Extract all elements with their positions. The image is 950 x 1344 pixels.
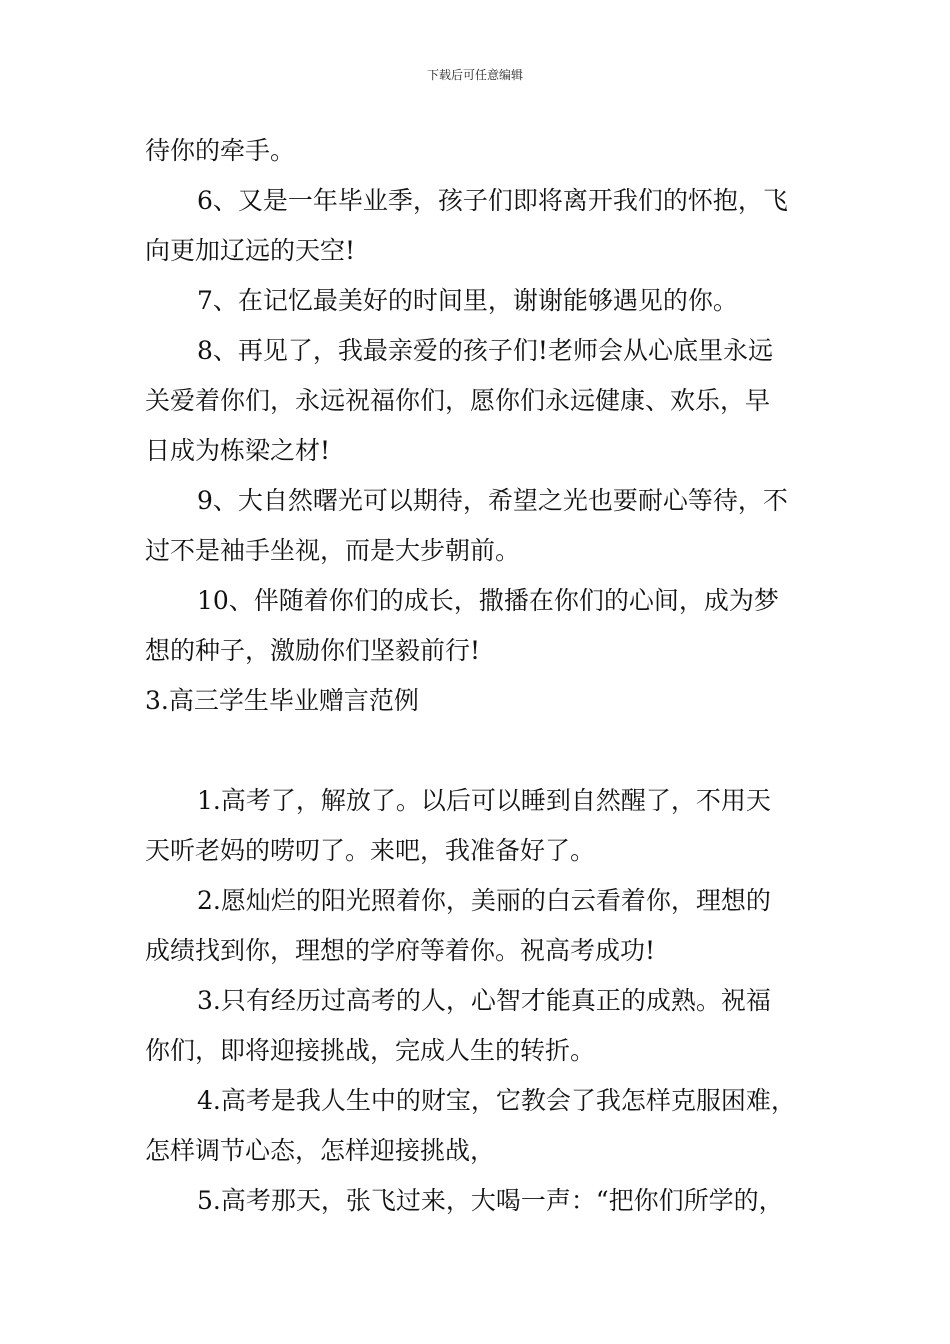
- text-line: 8、再见了，我最亲爱的孩子们!老师会从心底里永远: [197, 336, 773, 365]
- text-line: 1.高考了，解放了。以后可以睡到自然醒了，不用天: [197, 786, 771, 815]
- text-line: 4.高考是我人生中的财宝，它教会了我怎样克服困难，: [197, 1086, 796, 1115]
- text-line: 想的种子，激励你们坚毅前行!: [145, 636, 481, 665]
- text-line: 3.只有经历过高考的人，心智才能真正的成熟。祝福: [197, 986, 771, 1015]
- text-line: 9、大自然曙光可以期待，希望之光也要耐心等待，不: [197, 486, 788, 515]
- text-line: 怎样调节心态，怎样迎接挑战，: [145, 1136, 496, 1165]
- text-line: 10、伴随着你们的成长，撒播在你们的心间，成为梦: [197, 586, 779, 615]
- text-line: 6、又是一年毕业季，孩子们即将离开我们的怀抱，飞: [197, 186, 788, 215]
- text-line: 过不是袖手坐视，而是大步朝前。: [145, 536, 521, 565]
- section-heading: 3.高三学生毕业赠言范例: [145, 686, 419, 715]
- blank-line: [145, 726, 810, 776]
- text-line: 5.高考那天，张飞过来，大喝一声：“把你们所学的，: [197, 1186, 784, 1215]
- page-header: 下载后可任意编辑: [426, 68, 523, 82]
- text-line: 日成为栋梁之材!: [145, 436, 331, 465]
- text-line: 7、在记忆最美好的时间里，谢谢能够遇见的你。: [197, 286, 738, 315]
- text-line: 待你的牵手。: [145, 136, 296, 165]
- text-line: 你们，即将迎接挑战，完成人生的转折。: [145, 1036, 596, 1065]
- text-line: 2.愿灿烂的阳光照着你，美丽的白云看着你，理想的: [197, 886, 771, 915]
- text-line: 向更加辽远的天空!: [145, 236, 356, 265]
- text-line: 关爱着你们，永远祝福你们，愿你们永远健康、欢乐，早: [145, 386, 771, 415]
- text-line: 成绩找到你，理想的学府等着你。祝高考成功!: [145, 936, 656, 965]
- document-body: [145, 126, 810, 1226]
- text-line: 天听老妈的唠叨了。来吧，我准备好了。: [145, 836, 596, 865]
